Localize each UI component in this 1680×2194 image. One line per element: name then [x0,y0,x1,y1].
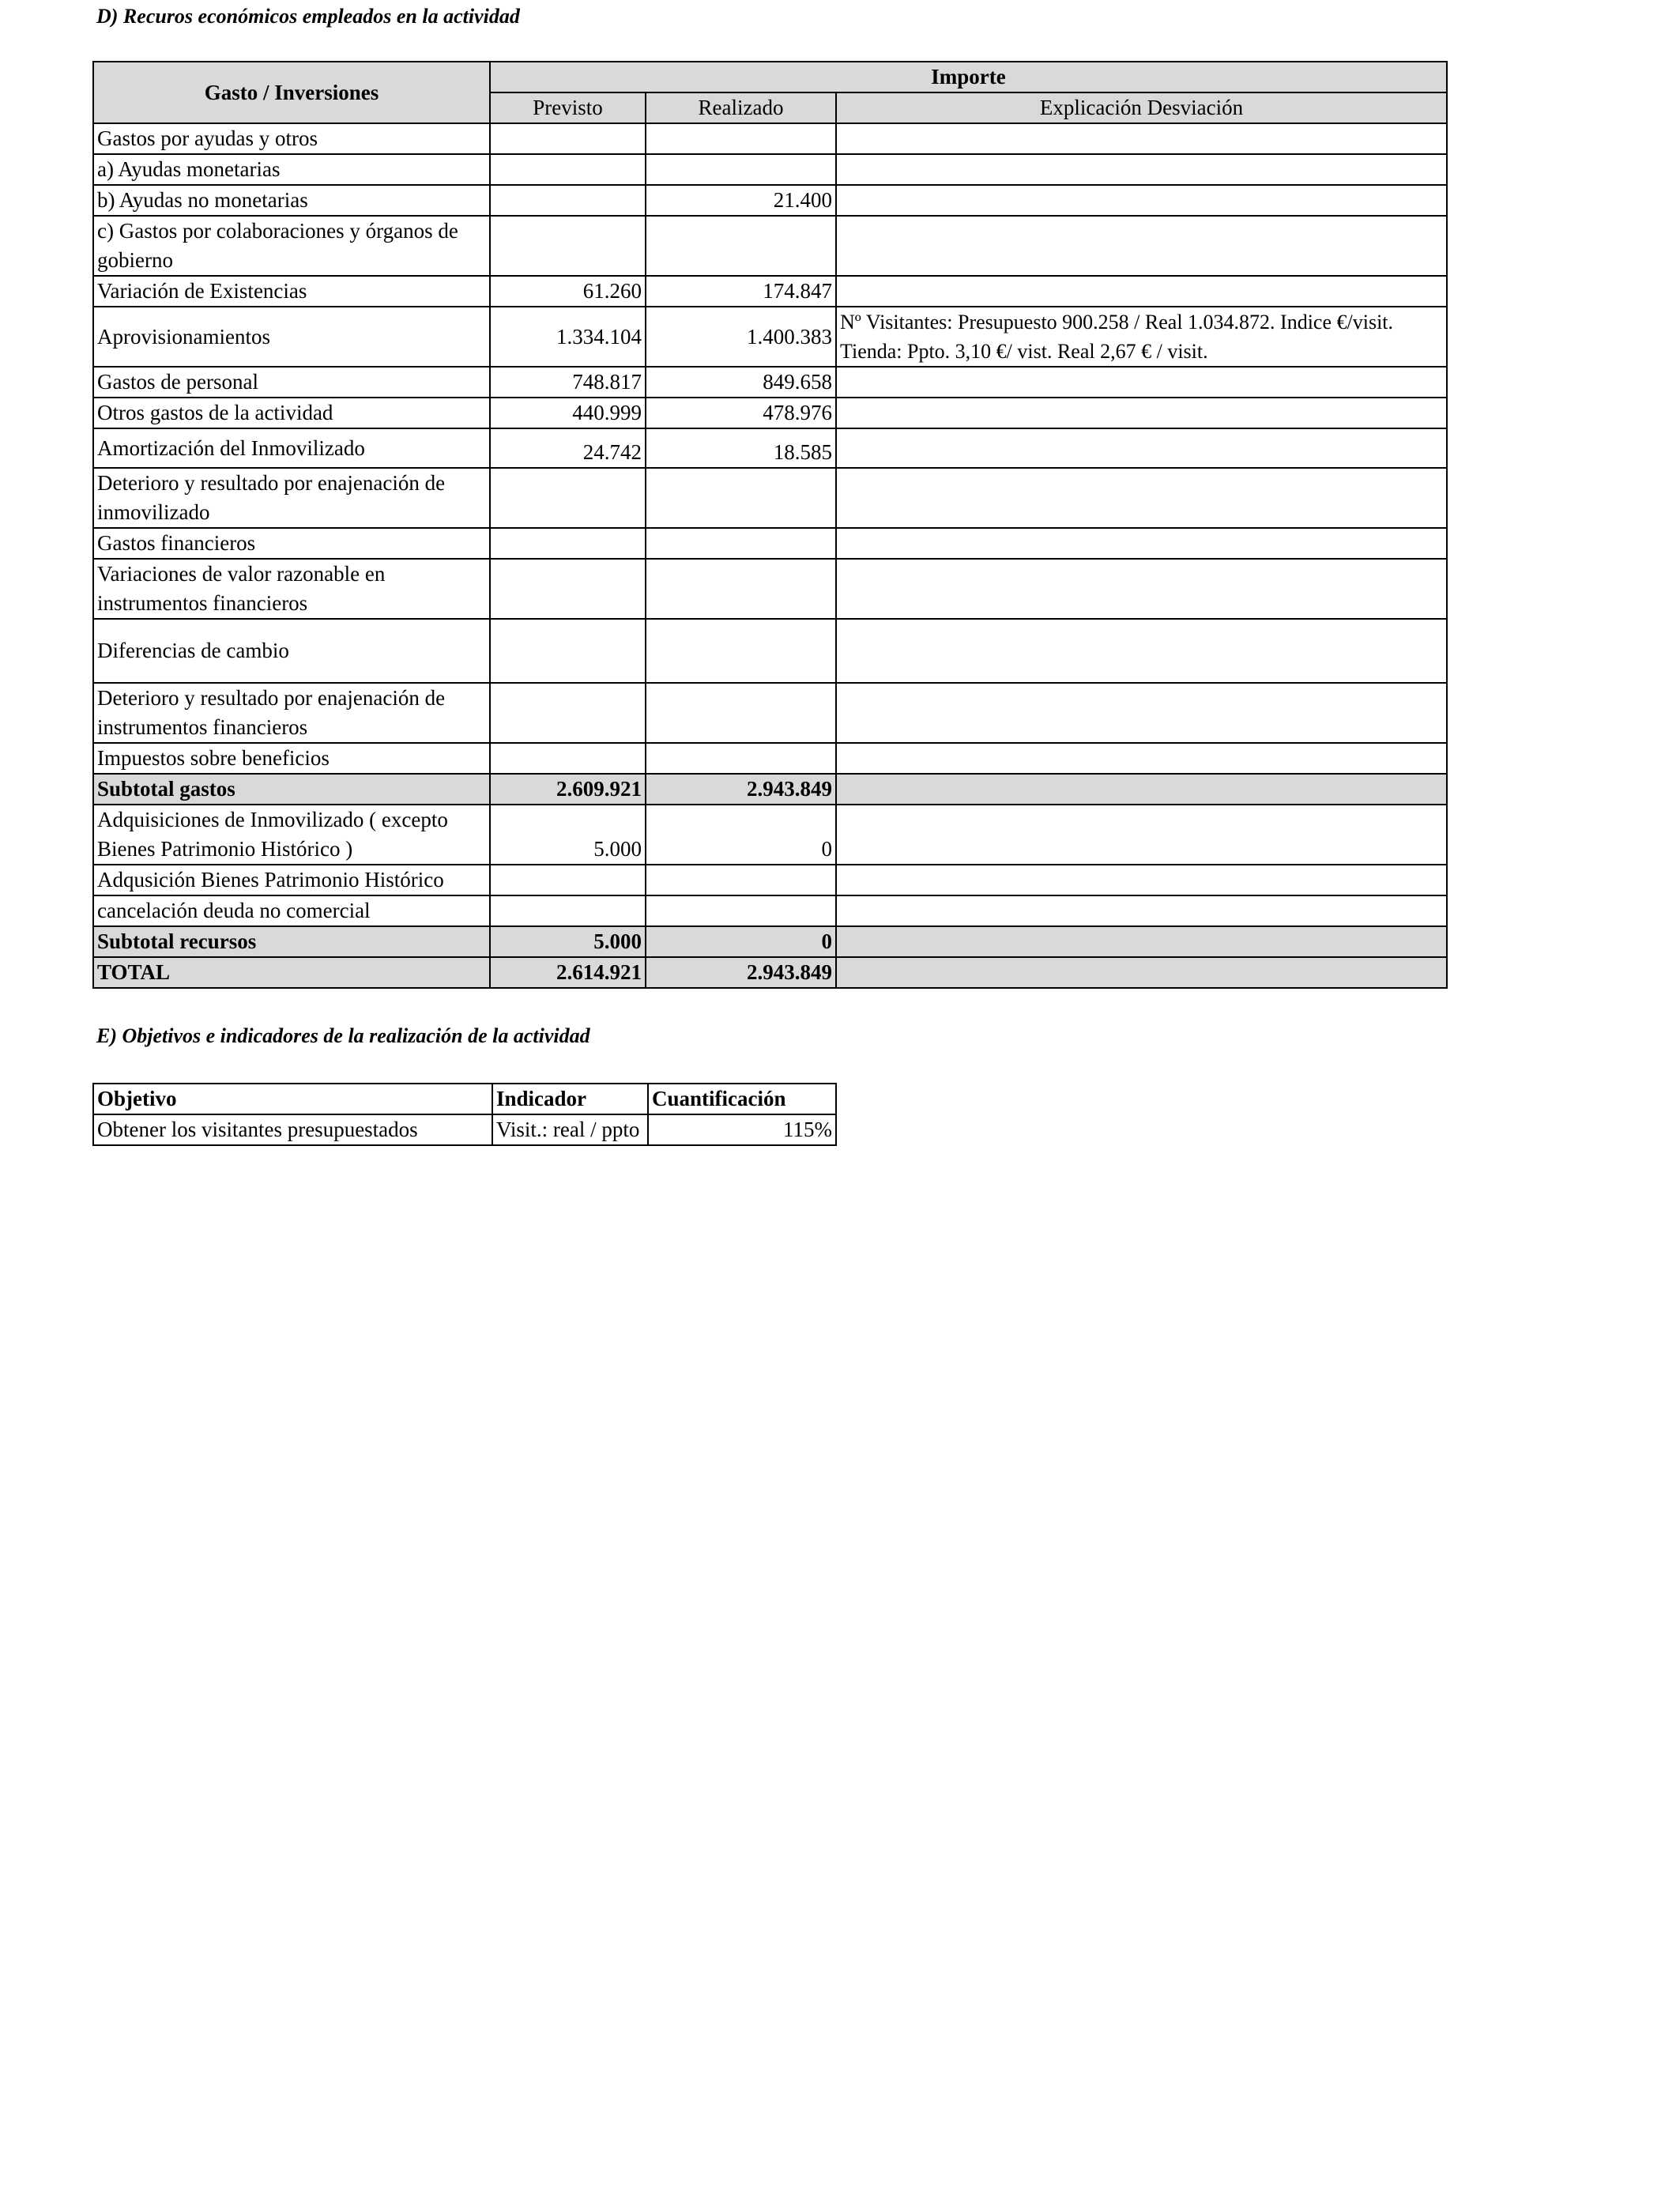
previsto-cell: 2.614.921 [490,957,646,988]
table-row [93,185,1447,216]
total-row [93,957,1447,988]
explicacion-cell [836,367,1447,398]
table-row [93,468,1447,528]
resources-table [92,61,1448,989]
previsto-cell: 61.260 [490,276,646,307]
realizado-cell [646,683,836,743]
table-row [93,216,1447,276]
table-row [93,398,1447,428]
realizado-cell [646,154,836,185]
realizado-cell [646,865,836,895]
previsto-cell [490,619,646,683]
row-label: Deterioro y resultado por enajenación de instrumentos financieros [93,683,490,743]
table-header-row [93,1084,836,1114]
realizado-cell [646,216,836,276]
explicacion-cell [836,683,1447,743]
previsto-cell: 748.817 [490,367,646,398]
explicacion-cell [836,468,1447,528]
table-row [93,1114,836,1145]
previsto-cell [490,559,646,619]
objectives-table [92,1083,837,1146]
table-row [93,307,1447,367]
row-label: Variación de Existencias [93,276,490,307]
row-label: Adqusición Bienes Patrimonio Histórico [93,865,490,895]
table-row [93,895,1447,926]
explicacion-cell [836,428,1447,468]
row-label: Otros gastos de la actividad [93,398,490,428]
explicacion-cell [836,805,1447,865]
cuantificacion-cell: 115% [648,1114,836,1145]
previsto-cell: 440.999 [490,398,646,428]
previsto-cell [490,154,646,185]
explicacion-cell [836,895,1447,926]
explicacion-cell [836,123,1447,154]
row-label: Subtotal recursos [93,926,490,957]
indicador-cell: Visit.: real / ppto [492,1114,648,1145]
row-label: Variaciones de valor razonable en instrumentos financieros [93,559,490,619]
header-indicador: Indicador [492,1084,648,1114]
table-row [93,367,1447,398]
table-row [93,123,1447,154]
row-label: TOTAL [93,957,490,988]
realizado-cell [646,528,836,559]
realizado-cell: 21.400 [646,185,836,216]
realizado-cell [646,619,836,683]
explicacion-cell [836,865,1447,895]
section-d-title: D) Recuros económicos empleados en la actividad [96,5,520,28]
table-row [93,154,1447,185]
table-row [93,428,1447,468]
previsto-cell [490,123,646,154]
header-gasto-inversiones: Gasto / Inversiones [93,62,490,123]
explicacion-cell [836,619,1447,683]
previsto-cell: 5.000 [490,805,646,865]
subtotal-gastos-row [93,774,1447,805]
row-label: c) Gastos por colaboraciones y órganos de gobierno [93,216,490,276]
realizado-cell: 849.658 [646,367,836,398]
header-realizado: Realizado [646,92,836,123]
realizado-cell: 2.943.849 [646,774,836,805]
explicacion-cell [836,185,1447,216]
explicacion-cell: Nº Visitantes: Presupuesto 900.258 / Real 1.034.872. Indice €/visit. Tienda: Ppto. 3,10 €/ vist. Real 2,67 € / visit. [836,307,1447,367]
explicacion-cell [836,774,1447,805]
row-label: Subtotal gastos [93,774,490,805]
explicacion-cell [836,559,1447,619]
realizado-cell: 478.976 [646,398,836,428]
previsto-cell: 2.609.921 [490,774,646,805]
row-label: Gastos por ayudas y otros [93,123,490,154]
row-label: Aprovisionamientos [93,307,490,367]
explicacion-cell [836,743,1447,774]
realizado-cell: 1.400.383 [646,307,836,367]
table-row [93,619,1447,683]
realizado-cell: 0 [646,805,836,865]
header-previsto: Previsto [490,92,646,123]
previsto-cell: 24.742 [490,428,646,468]
row-label: b) Ayudas no monetarias [93,185,490,216]
previsto-cell [490,865,646,895]
previsto-cell [490,468,646,528]
previsto-cell [490,185,646,216]
table-row [93,683,1447,743]
row-label: Adquisiciones de Inmovilizado ( excepto Bienes Patrimonio Histórico ) [93,805,490,865]
row-label: cancelación deuda no comercial [93,895,490,926]
explicacion-cell [836,154,1447,185]
previsto-cell [490,683,646,743]
row-label: Diferencias de cambio [93,619,490,683]
explicacion-cell [836,216,1447,276]
header-objetivo: Objetivo [93,1084,492,1114]
explicacion-cell [836,957,1447,988]
table-row [93,528,1447,559]
realizado-cell: 2.943.849 [646,957,836,988]
realizado-cell [646,468,836,528]
explicacion-cell [836,926,1447,957]
row-label: Impuestos sobre beneficios [93,743,490,774]
previsto-cell: 5.000 [490,926,646,957]
objetivo-cell: Obtener los visitantes presupuestados [93,1114,492,1145]
realizado-cell: 18.585 [646,428,836,468]
explicacion-cell [836,528,1447,559]
row-label: Gastos de personal [93,367,490,398]
table-row [93,559,1447,619]
previsto-cell [490,743,646,774]
header-importe: Importe [490,62,1447,92]
previsto-cell [490,528,646,559]
table-row [93,743,1447,774]
table-row [93,865,1447,895]
subtotal-recursos-row [93,926,1447,957]
table-row [93,805,1447,865]
previsto-cell: 1.334.104 [490,307,646,367]
explicacion-cell [836,398,1447,428]
realizado-cell [646,559,836,619]
row-label: Deterioro y resultado por enajenación de inmovilizado [93,468,490,528]
section-e-title: E) Objetivos e indicadores de la realización de la actividad [96,1024,590,1047]
table-row [93,276,1447,307]
explicacion-cell [836,276,1447,307]
realizado-cell [646,743,836,774]
row-label: Amortización del Inmovilizado [93,428,490,468]
realizado-cell [646,895,836,926]
header-cuantificacion: Cuantificación [648,1084,836,1114]
previsto-cell [490,216,646,276]
realizado-cell: 0 [646,926,836,957]
previsto-cell [490,895,646,926]
realizado-cell [646,123,836,154]
row-label: Gastos financieros [93,528,490,559]
row-label: a) Ayudas monetarias [93,154,490,185]
realizado-cell: 174.847 [646,276,836,307]
header-explicacion: Explicación Desviación [836,92,1447,123]
